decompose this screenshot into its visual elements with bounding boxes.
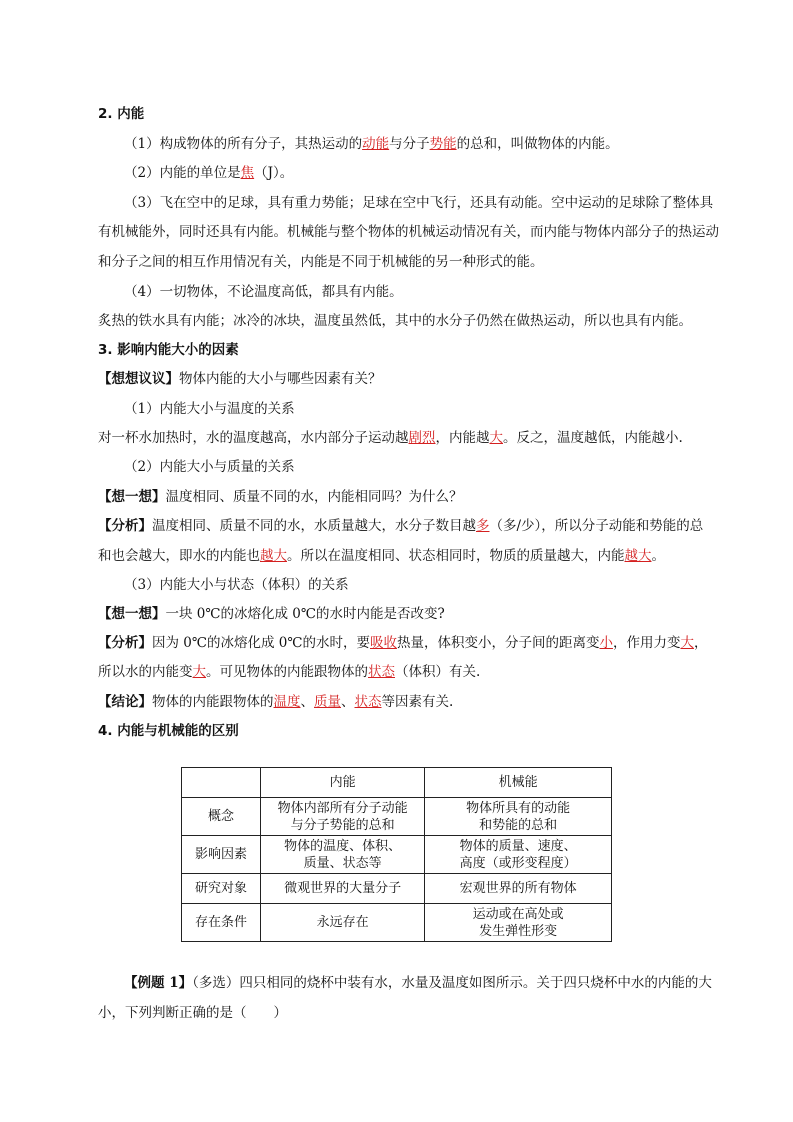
table-row-label: 研究对象 — [182, 874, 261, 904]
s3-think-2: 【想一想】一块 0℃的冰熔化成 0℃的水时内能是否改变? — [98, 606, 445, 622]
s2-para-1: （1）构成物体的所有分子，其热运动的动能与分子势能的总和，叫做物体的内能。 — [124, 136, 619, 152]
s2-para-3a: （3）飞在空中的足球，具有重力势能；足球在空中飞行，还具有动能。空中运动的足球除了整体具 — [124, 195, 714, 211]
s2-para-4: （4）一切物体，不论温度高低，都具有内能。 — [124, 284, 403, 300]
example-1-line-b: 小，下列判断正确的是（ ） — [98, 1005, 287, 1021]
table-cell: 物体所具有的动能 和势能的总和 — [425, 798, 612, 836]
s3-analysis-1b: 和也会越大，即水的内能也越大。所以在温度相同、状态相同时，物质的质量越大，内能越大。 — [98, 548, 665, 564]
s3-analysis-2a: 【分析】因为 0℃的冰熔化成 0℃的水时，要吸收热量，体积变小，分子间的距离变小，作用力变大， — [98, 635, 708, 651]
s3-analysis-2b: 所以水的内能变大。可见物体的内能跟物体的状态（体积）有关. — [98, 664, 481, 680]
table-row — [182, 798, 612, 836]
s3-sub-1: （1）内能大小与温度的关系 — [124, 401, 295, 417]
table-row — [182, 836, 612, 874]
table-cell: 物体的质量、速度、 高度（或形变程度） — [425, 836, 612, 874]
s3-sub-3: （3）内能大小与状态（体积）的关系 — [124, 577, 349, 593]
s3-temp-text: 对一杯水加热时，水的温度越高，水内部分子运动越剧烈，内能越大。反之，温度越低，内能越小. — [98, 430, 683, 446]
table-header-cell: 内能 — [260, 768, 424, 798]
example-1-line-a: 【例题 1】（多选）四只相同的烧杯中装有水，水量及温度如图所示。关于四只烧杯中水的内能的大 — [124, 975, 712, 991]
comparison-table — [181, 767, 612, 942]
table-header-cell — [182, 768, 261, 798]
table-cell: 微观世界的大量分子 — [260, 874, 424, 904]
s2-para-5: 炙热的铁水具有内能；冰冷的冰块，温度虽然低，其中的水分子仍然在做热运动，所以也具有内能。 — [98, 313, 692, 329]
section-2-title: 2. 内能 — [98, 106, 145, 122]
s2-para-3c: 和分子之间的相互作用情况有关，内能是不同于机械能的另一种形式的能。 — [98, 254, 544, 270]
table-header-row — [182, 768, 612, 798]
table-header-cell: 机械能 — [425, 768, 612, 798]
table-cell: 永远存在 — [260, 904, 424, 942]
table-cell: 物体的温度、体积、 质量、状态等 — [260, 836, 424, 874]
s2-para-2: （2）内能的单位是焦（J）。 — [124, 165, 294, 181]
section-3-title: 3. 影响内能大小的因素 — [98, 342, 239, 358]
s3-conclusion: 【结论】物体的内能跟物体的温度、质量、状态等因素有关. — [98, 694, 454, 710]
section-4-title: 4. 内能与机械能的区别 — [98, 723, 239, 739]
table-row — [182, 904, 612, 942]
table-row-label: 影响因素 — [182, 836, 261, 874]
table-cell: 宏观世界的所有物体 — [425, 874, 612, 904]
s3-think-1: 【想一想】温度相同、质量不同的水，内能相同吗？为什么？ — [98, 489, 463, 505]
s3-question: 【想想议议】物体内能的大小与哪些因素有关？ — [98, 371, 382, 387]
table-cell: 运动或在高处或 发生弹性形变 — [425, 904, 612, 942]
table-cell: 物体内部所有分子动能 与分子势能的总和 — [260, 798, 424, 836]
s3-sub-2: （2）内能大小与质量的关系 — [124, 459, 295, 475]
table-row — [182, 874, 612, 904]
table-row-label: 存在条件 — [182, 904, 261, 942]
table-row-label: 概念 — [182, 798, 261, 836]
s3-analysis-1a: 【分析】温度相同、质量不同的水，水质量越大，水分子数目越多（多/少），所以分子动能和势能的总 — [98, 518, 704, 534]
s2-para-3b: 有机械能外，同时还具有内能。机械能与整个物体的机械运动情况有关，而内能与物体内部分子的热运动 — [98, 224, 719, 240]
